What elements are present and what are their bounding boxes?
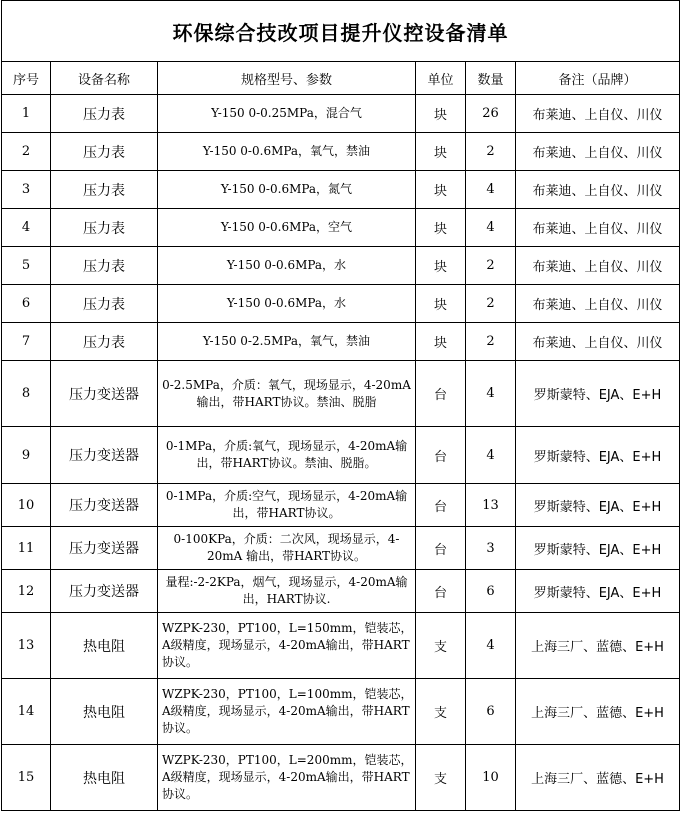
cell-spec: Y-150 0-0.6MPa，水 xyxy=(158,247,416,285)
cell-name: 压力变送器 xyxy=(51,427,158,484)
cell-no: 12 xyxy=(2,570,51,613)
table-row xyxy=(2,95,680,133)
cell-unit: 块 xyxy=(416,247,466,285)
cell-qty: 4 xyxy=(466,427,516,484)
header-spec: 规格型号、参数 xyxy=(158,62,416,95)
cell-unit: 台 xyxy=(416,570,466,613)
cell-qty: 2 xyxy=(466,285,516,323)
cell-name: 压力表 xyxy=(51,247,158,285)
cell-qty: 13 xyxy=(466,484,516,527)
table-row xyxy=(2,745,680,811)
table-row xyxy=(2,613,680,679)
cell-note: 罗斯蒙特、EJA、E+H xyxy=(516,484,680,527)
cell-name: 压力变送器 xyxy=(51,361,158,427)
equipment-list-table xyxy=(1,0,680,811)
cell-no: 6 xyxy=(2,285,51,323)
cell-unit: 块 xyxy=(416,133,466,171)
cell-qty: 4 xyxy=(466,209,516,247)
cell-qty: 6 xyxy=(466,679,516,745)
table-row xyxy=(2,171,680,209)
cell-qty: 10 xyxy=(466,745,516,811)
cell-note: 布莱迪、上自仪、川仪 xyxy=(516,285,680,323)
table-row xyxy=(2,323,680,361)
cell-no: 4 xyxy=(2,209,51,247)
header-row xyxy=(2,62,680,95)
table-row xyxy=(2,427,680,484)
cell-spec: 量程:-2-2KPa，烟气，现场显示，4-20mA输出，HART协议. xyxy=(158,570,416,613)
cell-name: 压力变送器 xyxy=(51,484,158,527)
cell-note: 上海三厂、蓝德、E+H xyxy=(516,613,680,679)
cell-spec: 0-100KPa，介质：二次风，现场显示，4-20mA 输出，带HART协议。 xyxy=(158,527,416,570)
cell-unit: 块 xyxy=(416,209,466,247)
cell-unit: 支 xyxy=(416,679,466,745)
header-unit: 单位 xyxy=(416,62,466,95)
cell-name: 热电阻 xyxy=(51,679,158,745)
page-title: 环保综合技改项目提升仪控设备清单 xyxy=(2,1,680,62)
title-row xyxy=(2,1,680,62)
cell-no: 5 xyxy=(2,247,51,285)
cell-spec: WZPK-230，PT100，L=150mm，铠装芯，A级精度，现场显示，4-20mA输出，带HART协议。 xyxy=(158,613,416,679)
cell-spec: Y-150 0-0.6MPa，氮气 xyxy=(158,171,416,209)
cell-no: 13 xyxy=(2,613,51,679)
cell-unit: 支 xyxy=(416,613,466,679)
cell-unit: 台 xyxy=(416,361,466,427)
cell-name: 压力变送器 xyxy=(51,527,158,570)
cell-name: 热电阻 xyxy=(51,745,158,811)
cell-note: 布莱迪、上自仪、川仪 xyxy=(516,133,680,171)
cell-qty: 4 xyxy=(466,171,516,209)
cell-note: 布莱迪、上自仪、川仪 xyxy=(516,171,680,209)
cell-no: 15 xyxy=(2,745,51,811)
cell-spec: WZPK-230，PT100，L=100mm，铠装芯，A级精度，现场显示，4-20mA输出，带HART协议。 xyxy=(158,679,416,745)
cell-name: 压力表 xyxy=(51,285,158,323)
cell-spec: 0-1MPa，介质:空气，现场显示，4-20mA输出，带HART协议。 xyxy=(158,484,416,527)
table-row xyxy=(2,285,680,323)
table-row xyxy=(2,209,680,247)
table-row xyxy=(2,570,680,613)
cell-note: 布莱迪、上自仪、川仪 xyxy=(516,247,680,285)
cell-unit: 台 xyxy=(416,527,466,570)
cell-no: 11 xyxy=(2,527,51,570)
cell-note: 罗斯蒙特、EJA、E+H xyxy=(516,527,680,570)
header-name: 设备名称 xyxy=(51,62,158,95)
header-qty: 数量 xyxy=(466,62,516,95)
cell-qty: 4 xyxy=(466,613,516,679)
cell-qty: 4 xyxy=(466,361,516,427)
table-row xyxy=(2,527,680,570)
cell-qty: 2 xyxy=(466,247,516,285)
cell-unit: 块 xyxy=(416,171,466,209)
cell-qty: 2 xyxy=(466,133,516,171)
cell-name: 压力变送器 xyxy=(51,570,158,613)
cell-name: 压力表 xyxy=(51,171,158,209)
cell-note: 上海三厂、蓝德、E+H xyxy=(516,745,680,811)
cell-unit: 块 xyxy=(416,285,466,323)
cell-note: 罗斯蒙特、EJA、E+H xyxy=(516,570,680,613)
cell-qty: 6 xyxy=(466,570,516,613)
cell-name: 压力表 xyxy=(51,209,158,247)
cell-spec: Y-150 0-0.25MPa，混合气 xyxy=(158,95,416,133)
table-row xyxy=(2,484,680,527)
cell-no: 10 xyxy=(2,484,51,527)
cell-qty: 2 xyxy=(466,323,516,361)
cell-spec: Y-150 0-0.6MPa，水 xyxy=(158,285,416,323)
table-row xyxy=(2,361,680,427)
table-row xyxy=(2,247,680,285)
cell-spec: Y-150 0-0.6MPa，氧气，禁油 xyxy=(158,133,416,171)
cell-spec: WZPK-230，PT100，L=200mm，铠装芯，A级精度，现场显示，4-20mA输出，带HART协议。 xyxy=(158,745,416,811)
cell-unit: 块 xyxy=(416,323,466,361)
cell-no: 9 xyxy=(2,427,51,484)
cell-no: 1 xyxy=(2,95,51,133)
cell-no: 14 xyxy=(2,679,51,745)
cell-spec: Y-150 0-2.5MPa，氧气，禁油 xyxy=(158,323,416,361)
cell-no: 3 xyxy=(2,171,51,209)
cell-unit: 台 xyxy=(416,484,466,527)
cell-unit: 支 xyxy=(416,745,466,811)
cell-note: 布莱迪、上自仪、川仪 xyxy=(516,323,680,361)
header-no: 序号 xyxy=(2,62,51,95)
cell-no: 8 xyxy=(2,361,51,427)
cell-spec: Y-150 0-0.6MPa，空气 xyxy=(158,209,416,247)
table-row xyxy=(2,133,680,171)
cell-note: 布莱迪、上自仪、川仪 xyxy=(516,95,680,133)
cell-unit: 块 xyxy=(416,95,466,133)
cell-name: 压力表 xyxy=(51,323,158,361)
header-note: 备注（品牌） xyxy=(516,62,680,95)
cell-no: 7 xyxy=(2,323,51,361)
table-row xyxy=(2,679,680,745)
cell-note: 罗斯蒙特、EJA、E+H xyxy=(516,361,680,427)
cell-qty: 3 xyxy=(466,527,516,570)
cell-qty: 26 xyxy=(466,95,516,133)
cell-no: 2 xyxy=(2,133,51,171)
cell-note: 罗斯蒙特、EJA、E+H xyxy=(516,427,680,484)
cell-unit: 台 xyxy=(416,427,466,484)
cell-name: 热电阻 xyxy=(51,613,158,679)
cell-spec: 0-2.5MPa，介质：氧气，现场显示，4-20mA输出，带HART协议。禁油、脱脂 xyxy=(158,361,416,427)
cell-name: 压力表 xyxy=(51,133,158,171)
cell-note: 上海三厂、蓝德、E+H xyxy=(516,679,680,745)
cell-name: 压力表 xyxy=(51,95,158,133)
cell-note: 布莱迪、上自仪、川仪 xyxy=(516,209,680,247)
cell-spec: 0-1MPa，介质:氧气，现场显示，4-20mA输出，带HART协议。禁油、脱脂。 xyxy=(158,427,416,484)
